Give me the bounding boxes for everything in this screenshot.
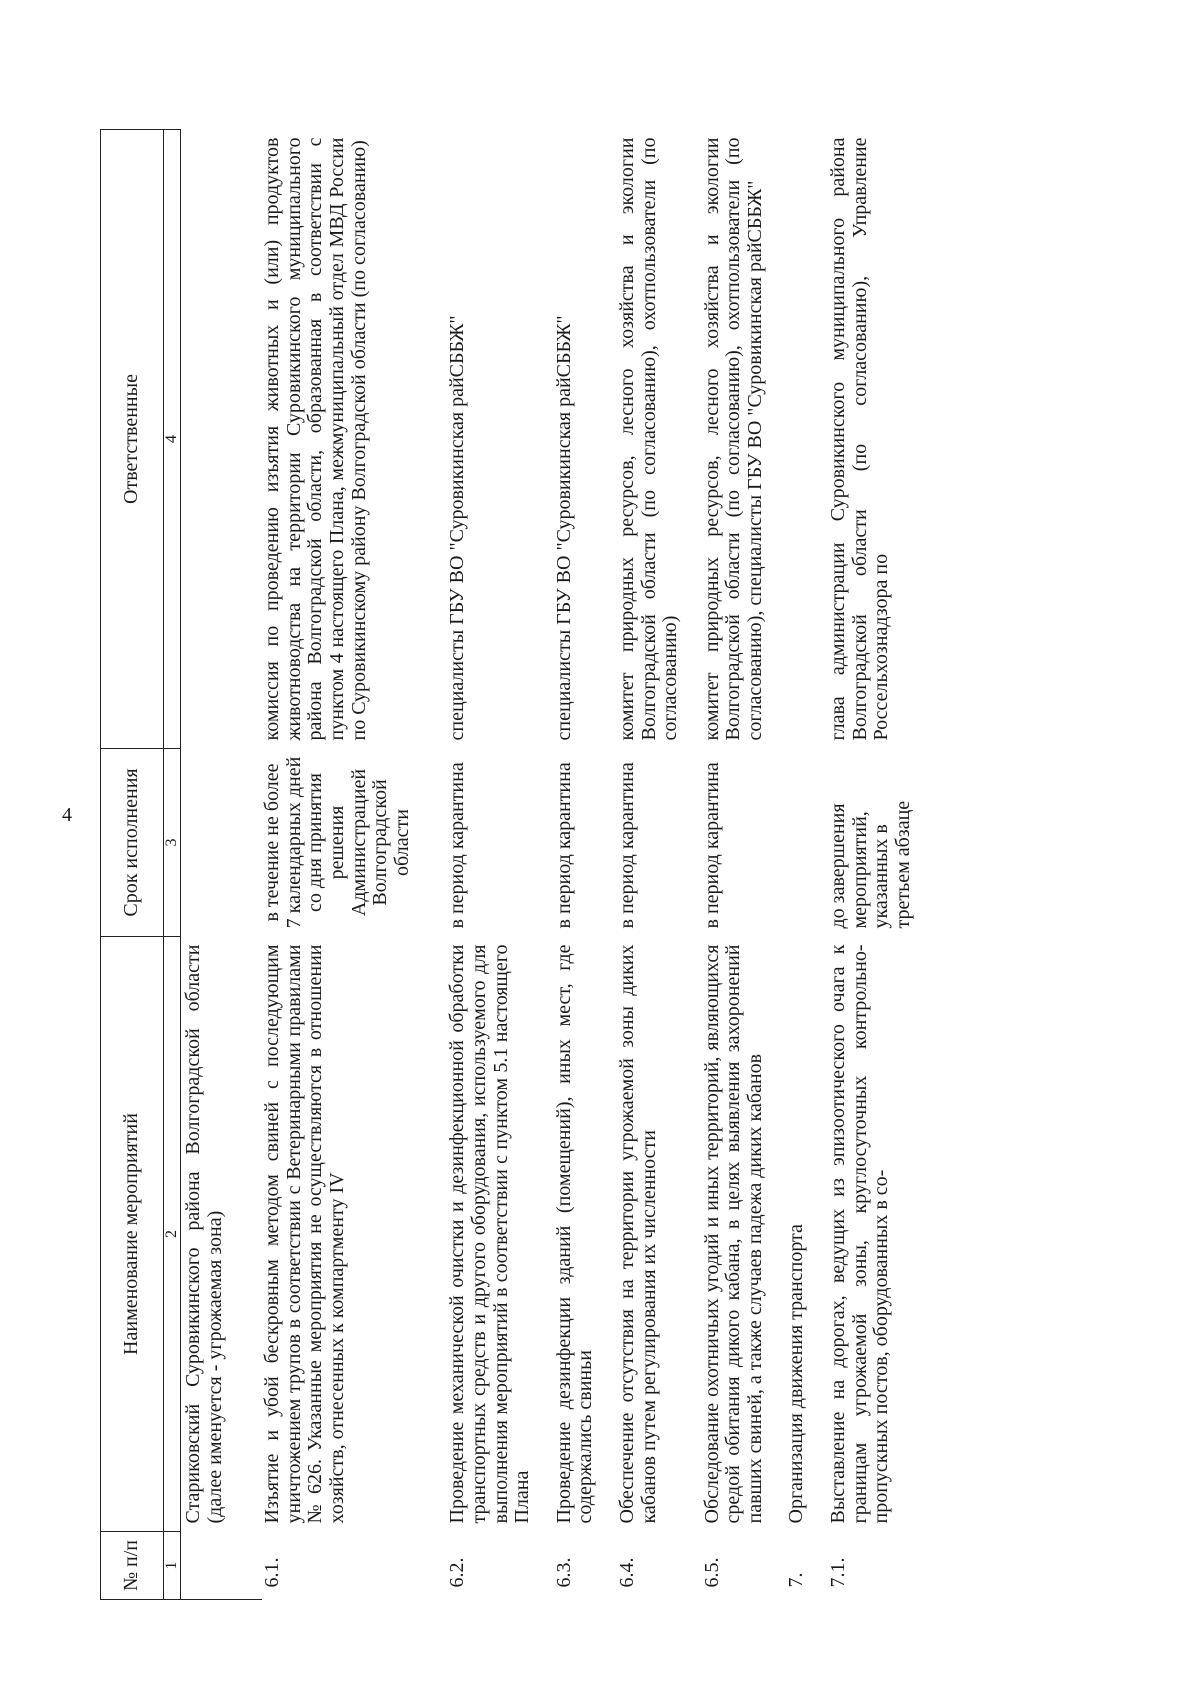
row-measure-name: Организация движения транспорта	[785, 1224, 808, 1524]
column-number-4: 4	[164, 130, 181, 749]
row-measure-name: Проведение механической очистки и дезинфекционной обработки транспортных средств и другого оборудования, используемого для выполнения мероприятий в соответствии с пунктом 5.1 настоящего Плана	[446, 944, 534, 1524]
page-number: 4	[62, 804, 72, 826]
row-deadline: в период карантина	[700, 762, 723, 929]
table-row	[181, 130, 263, 1600]
row-number: 6.4.	[615, 1557, 638, 1588]
table-row	[262, 130, 447, 1600]
row-deadline: в период карантина	[446, 762, 469, 929]
row-deadline: в течение не более 7 календарных дней со дня принятия решения Администрацией Волгоградской области	[261, 756, 413, 929]
row-number: 6.3.	[552, 1557, 575, 1588]
table-column-numbers-row	[164, 130, 181, 1600]
measures-table	[100, 129, 934, 1600]
row-responsible: специалисты ГБУ ВО "Суровикинская райСББЖ"	[446, 315, 469, 741]
row-measure-name: Обследование охотничьих угодий и иных территорий, являющихся средой обитания дикого кабана, в целях выявления захоронений павших свиней, а также случаев падежа диких кабанов	[700, 944, 766, 1524]
row-measure-name: Проведение дезинфекции зданий (помещений), иных мест, где содержались свиньи	[552, 944, 597, 1524]
table-row	[617, 130, 702, 1600]
row-responsible	[786, 130, 828, 749]
row-number: 6.5.	[700, 1557, 723, 1588]
column-number-3: 3	[164, 749, 181, 937]
row-deadline: в период карантина	[552, 762, 575, 929]
row-deadline	[786, 749, 828, 937]
row-measure-name: Выставление на дорогах, ведущих из эпизоотического очага к границам угрожаемой зоны, круглосуточных контрольно-пропускных постов, оборудованных в со-	[827, 944, 893, 1524]
row-number: 7.1.	[827, 1557, 850, 1588]
row-measure-name: Стариковский Суровикинского района Волгоградской области (далее именуется - угрожаемая зона)	[182, 944, 226, 1524]
table-row	[447, 130, 553, 1600]
row-number	[181, 1532, 263, 1600]
table-row	[702, 130, 787, 1600]
row-number: 7.	[785, 1572, 808, 1588]
rotated-table-container	[100, 130, 1120, 1600]
row-number: 6.1.	[261, 1557, 284, 1588]
row-number: 6.2.	[446, 1557, 469, 1588]
header-deadline: Срок исполнения	[101, 749, 164, 937]
row-measure-name: Изъятие и убой бескровным методом свиней с последующим уничтожением трупов в соответствии с Ветеринарными правилами № 626. Указанные мероприятия не осуществляются в отношении хозяйств, отнесенных к компартменту IV	[261, 944, 348, 1524]
table-row	[554, 130, 617, 1600]
row-deadline: до завершения мероприятий, указанных в третьем абзаце	[827, 800, 914, 929]
table-row	[828, 130, 934, 1600]
column-number-1: 1	[164, 1532, 181, 1600]
header-responsible: Ответственные	[101, 130, 164, 749]
row-responsible	[181, 130, 263, 749]
table-header-row	[101, 130, 164, 1600]
row-deadline	[181, 749, 263, 937]
row-measure-name: Обеспечение отсутствия на территории угрожаемой зоны диких кабанов путем регулирования их численности	[615, 944, 660, 1524]
row-responsible: комитет природных ресурсов, лесного хозяйства и экологии Волгоградской области (по согласованию), охотпользователи (по согласованию), специалисты ГБУ ВО "Суровикинская райСББЖ"	[700, 137, 766, 741]
header-number: № п/п	[101, 1532, 164, 1600]
row-responsible: глава администрации Суровикинского муниципального района Волгоградской области (по согласованию), Управление Россельхознадзора по	[827, 137, 893, 741]
row-responsible: комитет природных ресурсов, лесного хозяйства и экологии Волгоградской области (по согласованию), охотпользователи (по согласованию)	[615, 137, 682, 741]
row-deadline: в период карантина	[615, 762, 638, 929]
row-responsible: комиссия по проведению изъятия животных и (или) продуктов животноводства на территории Суровикинского муниципального района Волгоградской области, образованная в соответствии с пунктом 4 настоящего Плана, межмуниципальный отдел МВД России по Суровикинскому району Волгоградской области (по согласованию)	[261, 137, 370, 741]
header-measure-name: Наименование мероприятий	[101, 937, 164, 1532]
row-responsible: специалисты ГБУ ВО "Суровикинская райСББЖ"	[552, 315, 575, 741]
table-row	[786, 130, 828, 1600]
column-number-2: 2	[164, 937, 181, 1532]
